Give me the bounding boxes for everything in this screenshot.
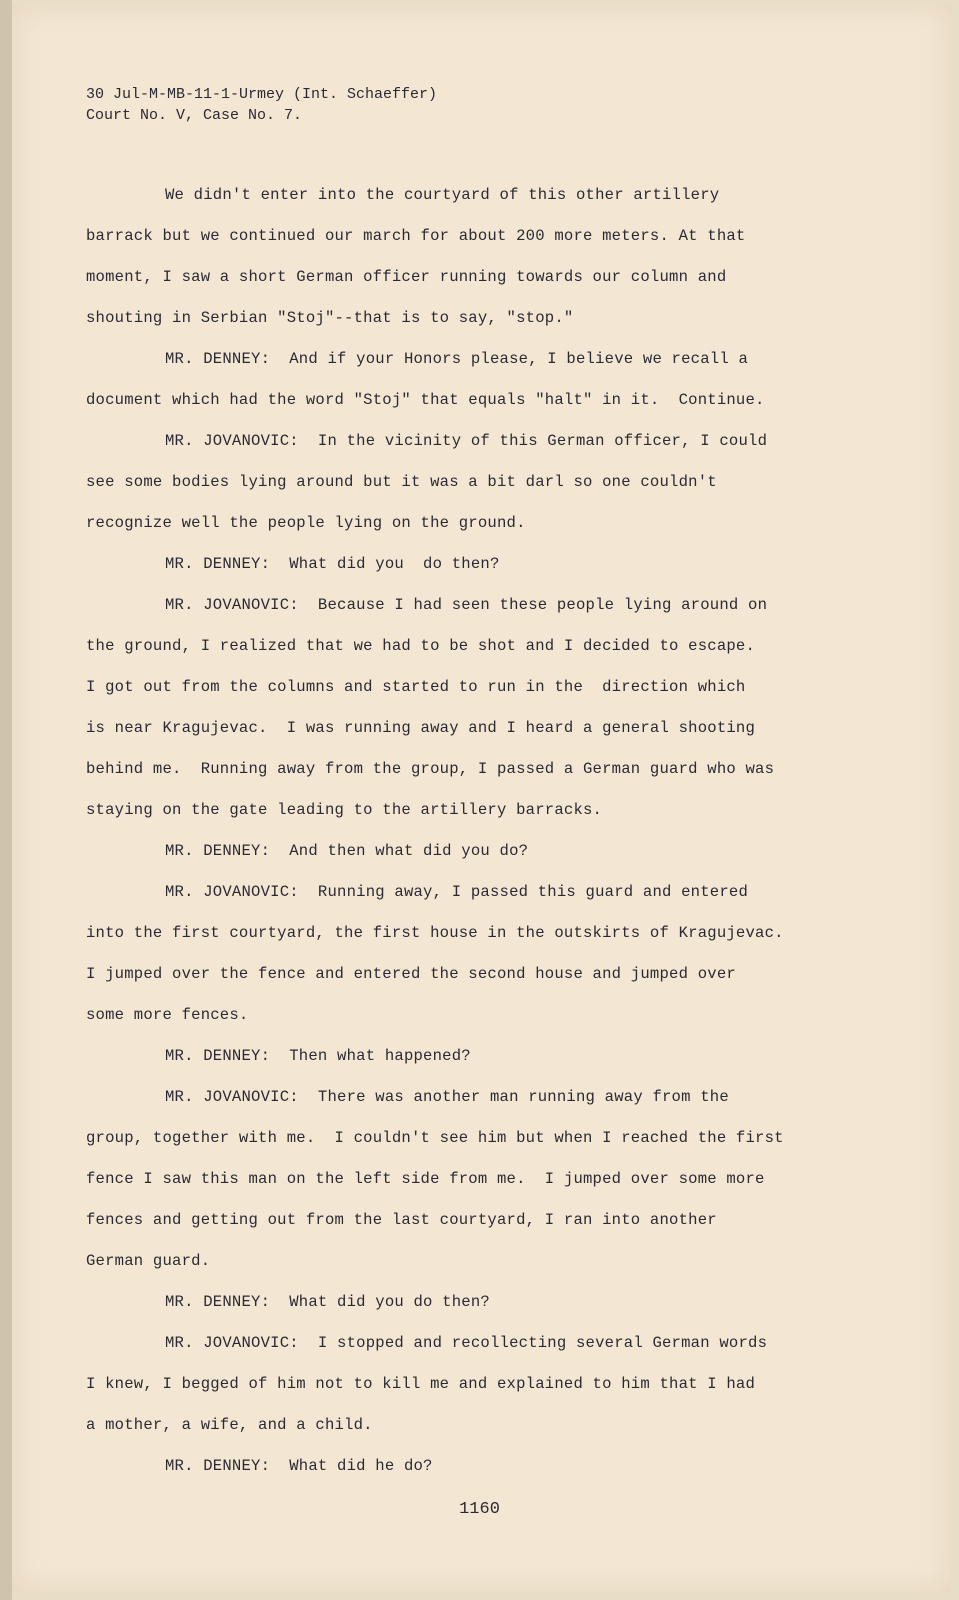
transcript-line: fence I saw this man on the left side from me. I jumped over some more (86, 1170, 765, 1188)
transcript-line: MR. DENNEY: And if your Honors please, I believe we recall a (165, 350, 749, 368)
transcript-line: the ground, I realized that we had to be shot and I decided to escape. (86, 637, 756, 655)
transcript-line: fences and getting out from the last courtyard, I ran into another (86, 1211, 717, 1229)
transcript-line: I knew, I begged of him not to kill me and explained to him that I had (86, 1375, 756, 1393)
transcript-line: MR. JOVANOVIC: Because I had seen these people lying around on (165, 596, 768, 614)
transcript-line: some more fences. (86, 1006, 249, 1024)
document-header (86, 84, 437, 126)
transcript-line: MR. JOVANOVIC: Running away, I passed this guard and entered (165, 883, 749, 901)
transcript-line: behind me. Running away from the group, I passed a German guard who was (86, 760, 775, 778)
transcript-line: MR. DENNEY: Then what happened? (165, 1047, 471, 1065)
transcript-line: MR. JOVANOVIC: In the vicinity of this German officer, I could (165, 432, 768, 450)
transcript-line: I jumped over the fence and entered the second house and jumped over (86, 965, 736, 983)
transcript-line: MR. JOVANOVIC: There was another man running away from the (165, 1088, 729, 1106)
transcript-line: I got out from the columns and started to run in the direction which (86, 678, 746, 696)
scan-edge (0, 0, 12, 1600)
transcript-line: a mother, a wife, and a child. (86, 1416, 373, 1434)
transcript-line: into the first courtyard, the first house in the outskirts of Kragujevac. (86, 924, 784, 942)
transcript-line: moment, I saw a short German officer running towards our column and (86, 268, 727, 286)
transcript-line: MR. JOVANOVIC: I stopped and recollecting several German words (165, 1334, 768, 1352)
transcript-line: barrack but we continued our march for about 200 more meters. At that (86, 227, 746, 245)
transcript-line: German guard. (86, 1252, 211, 1270)
transcript-line: recognize well the people lying on the ground. (86, 514, 526, 532)
transcript-line: We didn't enter into the courtyard of this other artillery (165, 186, 720, 204)
transcript-line: staying on the gate leading to the artillery barracks. (86, 801, 603, 819)
transcript-line: document which had the word "Stoj" that equals "halt" in it. Continue. (86, 391, 765, 409)
header-line-2: Court No. V, Case No. 7. (86, 107, 303, 124)
transcript-line: MR. DENNEY: What did you do then? (165, 1293, 490, 1311)
transcript-line: group, together with me. I couldn't see him but when I reached the first (86, 1129, 784, 1147)
header-line-1: 30 Jul-M-MB-11-1-Urmey (Int. Schaeffer) (86, 86, 438, 103)
transcript-line: is near Kragujevac. I was running away and I heard a general shooting (86, 719, 756, 737)
transcript-line: see some bodies lying around but it was a bit darl so one couldn't (86, 473, 717, 491)
page-number: 1160 (459, 1500, 500, 1519)
transcript-line: MR. DENNEY: What did you do then? (165, 555, 500, 573)
transcript-line: MR. DENNEY: And then what did you do? (165, 842, 529, 860)
transcript-line: MR. DENNEY: What did he do? (165, 1457, 433, 1475)
transcript-line: shouting in Serbian "Stoj"--that is to say, "stop." (86, 309, 574, 327)
